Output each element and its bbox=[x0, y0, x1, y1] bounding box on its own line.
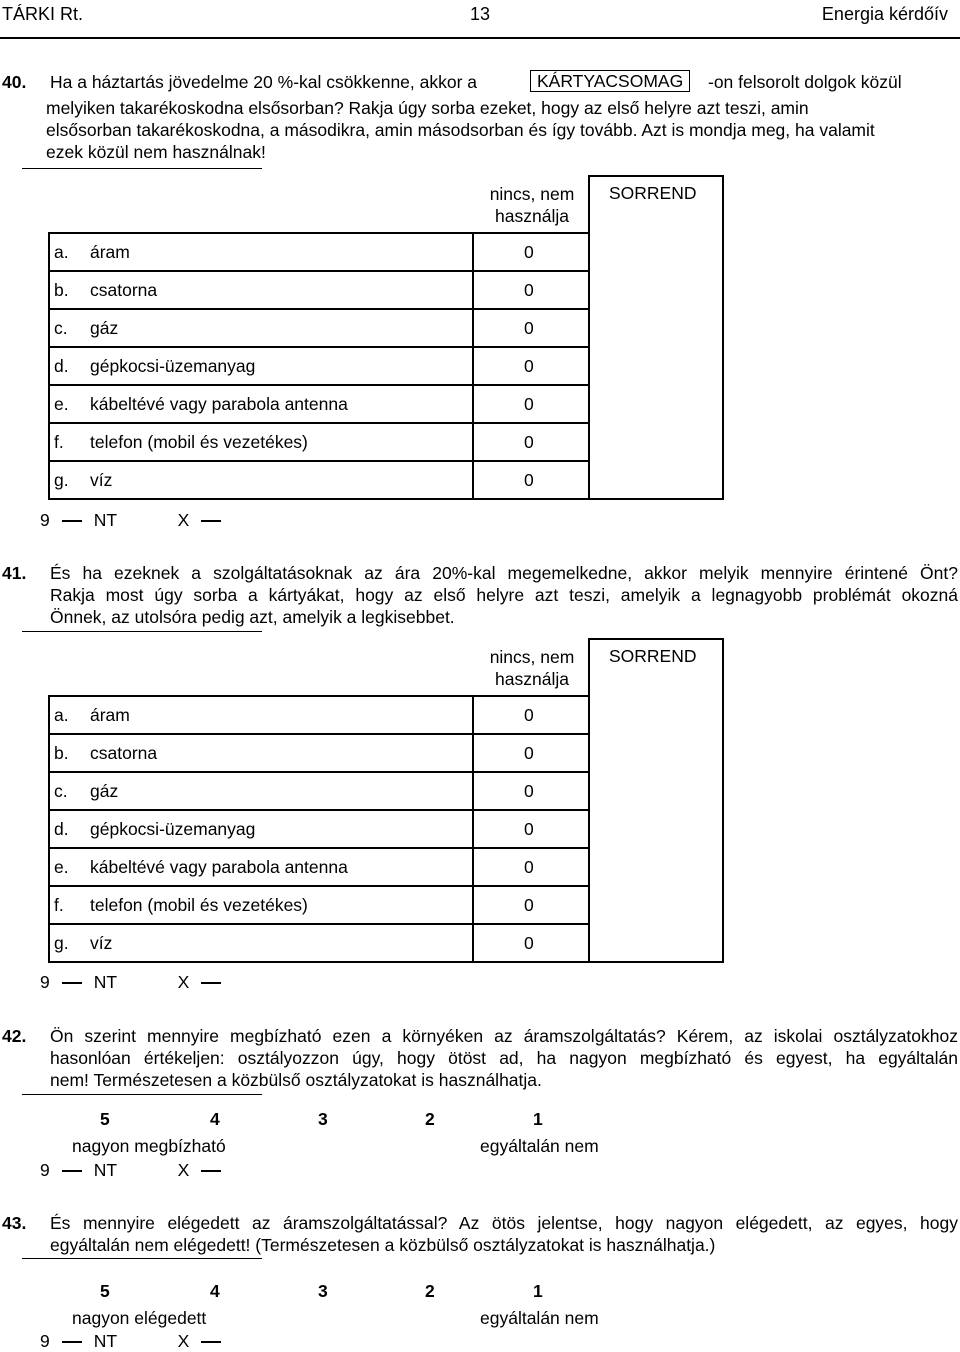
q41-item-letter: b. bbox=[54, 743, 69, 763]
q40-item-label: telefon (mobil és vezetékes) bbox=[90, 432, 308, 452]
q40-item-letter: g. bbox=[54, 470, 69, 490]
question-number-40: 40. bbox=[2, 72, 27, 92]
q40-item-code[interactable]: 0 bbox=[524, 432, 534, 452]
q40-row-divider bbox=[48, 384, 590, 386]
q40-row-divider bbox=[48, 422, 590, 424]
q40-item-letter: c. bbox=[54, 318, 68, 338]
q43-scale-option[interactable]: 4 bbox=[210, 1281, 220, 1301]
q40-item-label: kábeltévé vagy parabola antenna bbox=[90, 394, 348, 414]
q41-table-bottom bbox=[48, 961, 724, 963]
q40-item-3 bbox=[54, 356, 255, 377]
q41-row-divider bbox=[48, 809, 590, 811]
q41-row-divider bbox=[48, 771, 590, 773]
q41-separator bbox=[22, 631, 262, 632]
q41-item-label: gáz bbox=[90, 781, 119, 801]
q41-item-6 bbox=[54, 933, 112, 954]
q40-row-divider bbox=[48, 270, 590, 272]
q42-text bbox=[50, 1025, 958, 1091]
q41-item-5 bbox=[54, 895, 308, 916]
q40-row-divider bbox=[48, 460, 590, 462]
q42-scale-option[interactable]: 1 bbox=[533, 1109, 543, 1129]
q41-item-0 bbox=[54, 705, 130, 726]
q40-text-line1: Ha a háztartás jövedelme 20 %-kal csökkenne, akkor a bbox=[50, 72, 478, 92]
q41-item-letter: g. bbox=[54, 933, 69, 953]
q42-scale-option[interactable]: 2 bbox=[425, 1109, 435, 1129]
header-right: Energia kérdőív bbox=[821, 4, 948, 24]
q40-text-line1-end: -on felsorolt dolgok közül bbox=[708, 72, 902, 92]
q41-item-code[interactable]: 0 bbox=[524, 743, 534, 763]
question-number-41: 41. bbox=[2, 563, 27, 583]
q41-item-4 bbox=[54, 857, 348, 878]
q41-row-divider bbox=[48, 923, 590, 925]
q41-item-2 bbox=[54, 781, 118, 802]
q43-separator bbox=[22, 1258, 262, 1259]
q42-nt-row: 9 NT X bbox=[40, 1160, 233, 1181]
q40-col-nincs: nincs, nem használja bbox=[489, 184, 575, 226]
q41-item-letter: e. bbox=[54, 857, 69, 877]
q42-scale-option[interactable]: 4 bbox=[210, 1109, 220, 1129]
q40-item-label: gépkocsi-üzemanyag bbox=[90, 356, 256, 376]
q41-col-sorrend: SORREND bbox=[609, 646, 697, 666]
q40-nt-row: 9 NT X bbox=[40, 510, 233, 531]
q41-item-label: gépkocsi-üzemanyag bbox=[90, 819, 256, 839]
q41-row-divider bbox=[48, 733, 590, 735]
q43-left-anchor: nagyon elégedett bbox=[72, 1308, 207, 1328]
page-number: 13 bbox=[470, 4, 491, 24]
q43-text-line1: És mennyire elégedett az áramszolgáltatással? Az ötös jelentse, hogy nagyon elégedett, az egyes, hogy bbox=[50, 1213, 958, 1233]
q43-nt-row: 9 NT X bbox=[40, 1331, 233, 1352]
q43-text-line2: egyáltalán nem elégedett! (Természetesen a közbülső osztályzatokat is használhatja.) bbox=[50, 1235, 716, 1255]
q41-table-vline-3 bbox=[722, 638, 724, 961]
q40-item-4 bbox=[54, 394, 348, 415]
header-left: TÁRKI Rt. bbox=[2, 4, 84, 24]
header-rule bbox=[0, 37, 960, 39]
q40-item-5 bbox=[54, 432, 308, 453]
q40-text-line2: melyiken takarékoskodna elsősorban? Rakja úgy sorba ezeket, hogy az első helyre azt teszi, amin bbox=[46, 98, 809, 118]
q40-item-0 bbox=[54, 242, 130, 263]
q40-item-code[interactable]: 0 bbox=[524, 242, 534, 262]
q41-item-letter: a. bbox=[54, 705, 69, 725]
q40-item-label: csatorna bbox=[90, 280, 158, 300]
q40-separator bbox=[22, 168, 262, 169]
q40-text-line3: elsősorban takarékoskodna, a másodikra, amin másodsorban és így tovább. Azt is mondja meg, ha valamit bbox=[46, 120, 875, 140]
q41-item-label: telefon (mobil és vezetékes) bbox=[90, 895, 308, 915]
q41-table-topline bbox=[588, 638, 724, 640]
q40-col-sorrend: SORREND bbox=[609, 183, 697, 203]
q42-text-line2: hasonlóan értékeljen: osztályozzon úgy, hogy ötöst ad, ha nagyon megbízható és egyest, ha egyáltalán bbox=[50, 1048, 958, 1068]
q40-item-letter: f. bbox=[54, 432, 64, 452]
q40-card-box: KÁRTYACSOMAG bbox=[530, 70, 690, 92]
q40-item-6 bbox=[54, 470, 112, 491]
q41-item-code[interactable]: 0 bbox=[524, 705, 534, 725]
q41-item-label: víz bbox=[90, 933, 113, 953]
q41-table-vline-left bbox=[48, 695, 50, 961]
q43-text bbox=[50, 1212, 958, 1256]
q40-item-2 bbox=[54, 318, 118, 339]
q40-item-code[interactable]: 0 bbox=[524, 394, 534, 414]
q43-scale-option[interactable]: 5 bbox=[100, 1281, 110, 1301]
q41-text bbox=[50, 562, 958, 628]
q43-scale-option[interactable]: 1 bbox=[533, 1281, 543, 1301]
q43-scale-option[interactable]: 2 bbox=[425, 1281, 435, 1301]
q40-table-vline-3 bbox=[722, 175, 724, 498]
q40-item-code[interactable]: 0 bbox=[524, 470, 534, 490]
q42-right-anchor: egyáltalán nem bbox=[480, 1136, 599, 1156]
q40-row-divider bbox=[48, 346, 590, 348]
q41-item-code[interactable]: 0 bbox=[524, 857, 534, 877]
q40-item-code[interactable]: 0 bbox=[524, 280, 534, 300]
q41-item-1 bbox=[54, 743, 157, 764]
q41-item-3 bbox=[54, 819, 255, 840]
q41-text-line1: És ha ezeknek a szolgáltatásoknak az ára 20%-kal megemelkedne, akkor melyik mennyire érintené Önt? bbox=[50, 563, 958, 583]
q40-table-vline-2 bbox=[588, 175, 590, 498]
q41-item-code[interactable]: 0 bbox=[524, 819, 534, 839]
q41-col-nincs: nincs, nem használja bbox=[489, 647, 575, 689]
q40-item-letter: e. bbox=[54, 394, 69, 414]
q42-separator bbox=[22, 1094, 262, 1095]
q41-item-label: csatorna bbox=[90, 743, 158, 763]
q41-item-letter: d. bbox=[54, 819, 69, 839]
q41-item-letter: f. bbox=[54, 895, 64, 915]
q42-scale-option[interactable]: 5 bbox=[100, 1109, 110, 1129]
q41-text-line3: Önnek, az utolsóra pedig azt, amelyik a legkisebbet. bbox=[50, 607, 455, 627]
q41-row-divider bbox=[48, 885, 590, 887]
q40-item-1 bbox=[54, 280, 157, 301]
q40-item-letter: a. bbox=[54, 242, 69, 262]
q40-row-divider bbox=[48, 308, 590, 310]
q41-item-code[interactable]: 0 bbox=[524, 933, 534, 953]
q41-item-code[interactable]: 0 bbox=[524, 895, 534, 915]
q40-row-divider bbox=[48, 232, 590, 234]
q43-scale-option[interactable]: 3 bbox=[318, 1281, 328, 1301]
q41-item-label: kábeltévé vagy parabola antenna bbox=[90, 857, 348, 877]
q40-table-vline-left bbox=[48, 232, 50, 498]
q40-table-vline-1 bbox=[472, 232, 474, 498]
q43-right-anchor: egyáltalán nem bbox=[480, 1308, 599, 1328]
q41-row-divider bbox=[48, 847, 590, 849]
q41-table-vline-2 bbox=[588, 638, 590, 961]
q40-text bbox=[46, 97, 954, 163]
q40-text-line4: ezek közül nem használnak! bbox=[46, 142, 266, 162]
q41-item-label: áram bbox=[90, 705, 130, 725]
q40-item-code[interactable]: 0 bbox=[524, 318, 534, 338]
question-number-43: 43. bbox=[2, 1213, 27, 1233]
q42-text-line1: Ön szerint mennyire megbízható ezen a környéken az áramszolgáltatás? Kérem, az iskolai osztályzatokhoz bbox=[50, 1026, 958, 1046]
q40-item-label: áram bbox=[90, 242, 130, 262]
q40-item-code[interactable]: 0 bbox=[524, 356, 534, 376]
q41-row-divider bbox=[48, 695, 590, 697]
q40-item-letter: d. bbox=[54, 356, 69, 376]
q41-nt-row: 9 NT X bbox=[40, 972, 233, 993]
q42-scale-option[interactable]: 3 bbox=[318, 1109, 328, 1129]
q42-left-anchor: nagyon megbízható bbox=[72, 1136, 226, 1156]
q40-table-topline bbox=[588, 175, 724, 177]
q40-item-label: gáz bbox=[90, 318, 119, 338]
q42-text-line3: nem! Természetesen a közbülső osztályzatokat is használhatja. bbox=[50, 1070, 542, 1090]
q40-item-letter: b. bbox=[54, 280, 69, 300]
q40-item-label: víz bbox=[90, 470, 113, 490]
q41-item-letter: c. bbox=[54, 781, 68, 801]
question-number-42: 42. bbox=[2, 1026, 27, 1046]
q41-table-vline-1 bbox=[472, 695, 474, 961]
q40-table-bottom bbox=[48, 498, 724, 500]
q41-text-line2: Rakja most úgy sorba a kártyákat, hogy az első helyre azt teszi, amelyik a legnagyobb problémát okozná bbox=[50, 585, 958, 605]
q41-item-code[interactable]: 0 bbox=[524, 781, 534, 801]
